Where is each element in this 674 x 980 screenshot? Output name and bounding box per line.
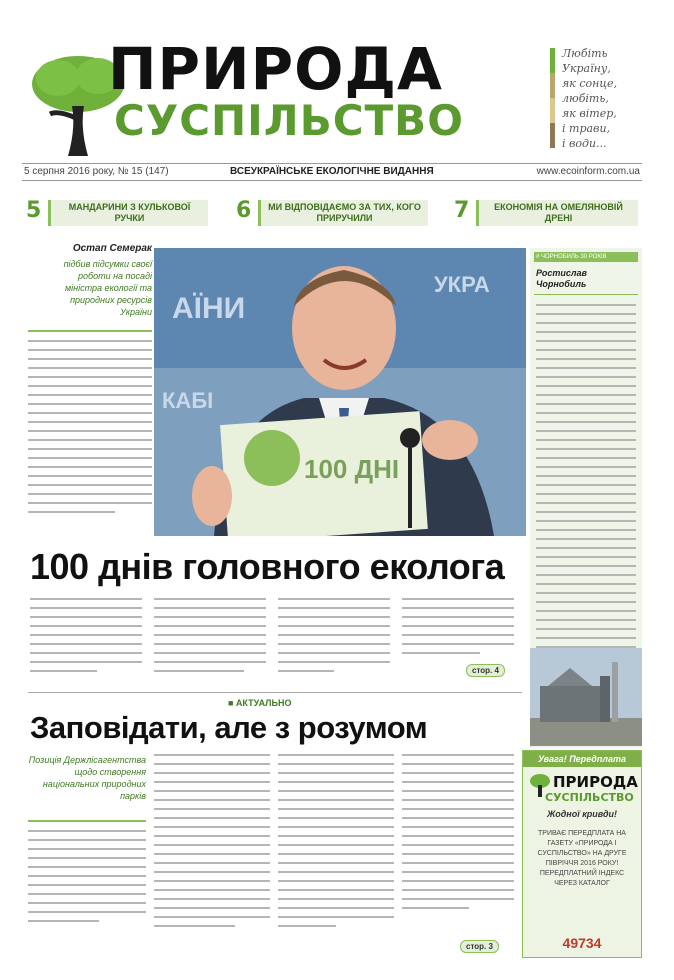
section-tag: ■ АКТУАЛЬНО [228, 698, 292, 708]
teaser-strip [22, 198, 642, 230]
second-dek: Позиція Держлісагентства щодо створення національних природних парків [28, 755, 146, 801]
sidebar-author: Ростислав Чорнобиль [536, 268, 587, 289]
lead-headline[interactable]: 100 днів головного еколога [30, 546, 505, 587]
lead-photo [154, 248, 526, 536]
promo-body: ТРИВАЄ ПЕРЕДПЛАТА НА ГАЗЕТУ «ПРИРОДА І СУСПІЛЬСТВО» НА ДРУГЕ ПІВРІЧЧЯ 2016 РОКУ! ПЕРЕДПЛАТНИЙ ІНДЕКС ЧЕРЕЗ КАТАЛОГ [537, 830, 627, 887]
svg-text:УКРА: УКРА [434, 272, 490, 297]
second-continue-link[interactable]: стор. 3 [460, 940, 499, 953]
sidebar-tag: # ЧОРНОБИЛЬ 30 РОКІВ [534, 252, 638, 262]
promo-title-top: ПРИРОДА [553, 773, 638, 791]
second-rule [28, 820, 146, 822]
website-link[interactable]: www.ecoinform.com.ua [536, 166, 640, 177]
svg-text:КАБІ: КАБІ [162, 388, 214, 413]
promo-header: Увага! Передплата [523, 751, 641, 767]
teaser-text: ЕКОНОМІЯ НА ОМЕЛЯНОВІЙ ДРЕНІ [476, 200, 638, 226]
sarcophagus-photo-image [530, 648, 642, 746]
publication-tagline: ВСЕУКРАЇНСЬКЕ ЕКОЛОГІЧНЕ ВИДАННЯ [230, 166, 434, 177]
teaser-text: МИ ВІДПОВІДАЄМО ЗА ТИХ, КОГО ПРИРУЧИЛИ [258, 200, 428, 226]
second-body-text [28, 830, 146, 929]
minister-photo-image [154, 248, 526, 536]
teaser-text: МАНДАРИНИ З КУЛЬКОВОЇ РУЧКИ [48, 200, 208, 226]
second-body-text [402, 754, 514, 916]
section-divider [28, 692, 522, 693]
lead-author: Остап Семерак [72, 243, 152, 254]
issue-date: 5 серпня 2016 року, № 15 (147) [24, 166, 169, 177]
chernobyl-photo [530, 648, 642, 746]
subscription-promo[interactable] [522, 750, 642, 958]
subscription-index: 49734 [562, 935, 602, 951]
promo-slogan: Жодної кривди! [546, 809, 618, 819]
second-body-text [154, 754, 270, 934]
lead-continue-link[interactable]: стор. 4 [466, 664, 505, 677]
lead-body-text [28, 340, 152, 520]
newspaper-page [22, 35, 642, 958]
lead-rule [28, 330, 152, 332]
masthead-color-bar [550, 48, 555, 148]
lead-dek: підбив підсумки своєї роботи на посаді міністра екології та природних ресурсів України [63, 259, 152, 317]
lead-body-columns [30, 598, 518, 682]
teaser-page-number: 6 [236, 198, 252, 223]
masthead-title-bottom: СУСПІЛЬСТВО [114, 96, 464, 145]
sidebar-rule [534, 294, 638, 295]
svg-text:АЇНИ: АЇНИ [172, 292, 246, 325]
sidebar-body-text [536, 304, 636, 691]
teaser-page-number: 5 [26, 198, 42, 223]
masthead-title-top: ПРИРОДА [108, 35, 443, 103]
masthead-motto: Любіть Україну, як сонце, любіть, як вітер, і трави, і води... [562, 47, 618, 150]
second-body-text [278, 754, 394, 934]
dateline [22, 163, 642, 181]
masthead [22, 35, 642, 177]
second-headline[interactable]: Заповідати, але з розумом [30, 710, 428, 745]
teaser-page-number: 7 [454, 198, 470, 223]
svg-text:100 ДНІ: 100 ДНІ [304, 454, 400, 484]
promo-title-bottom: СУСПІЛЬСТВО [545, 791, 634, 804]
